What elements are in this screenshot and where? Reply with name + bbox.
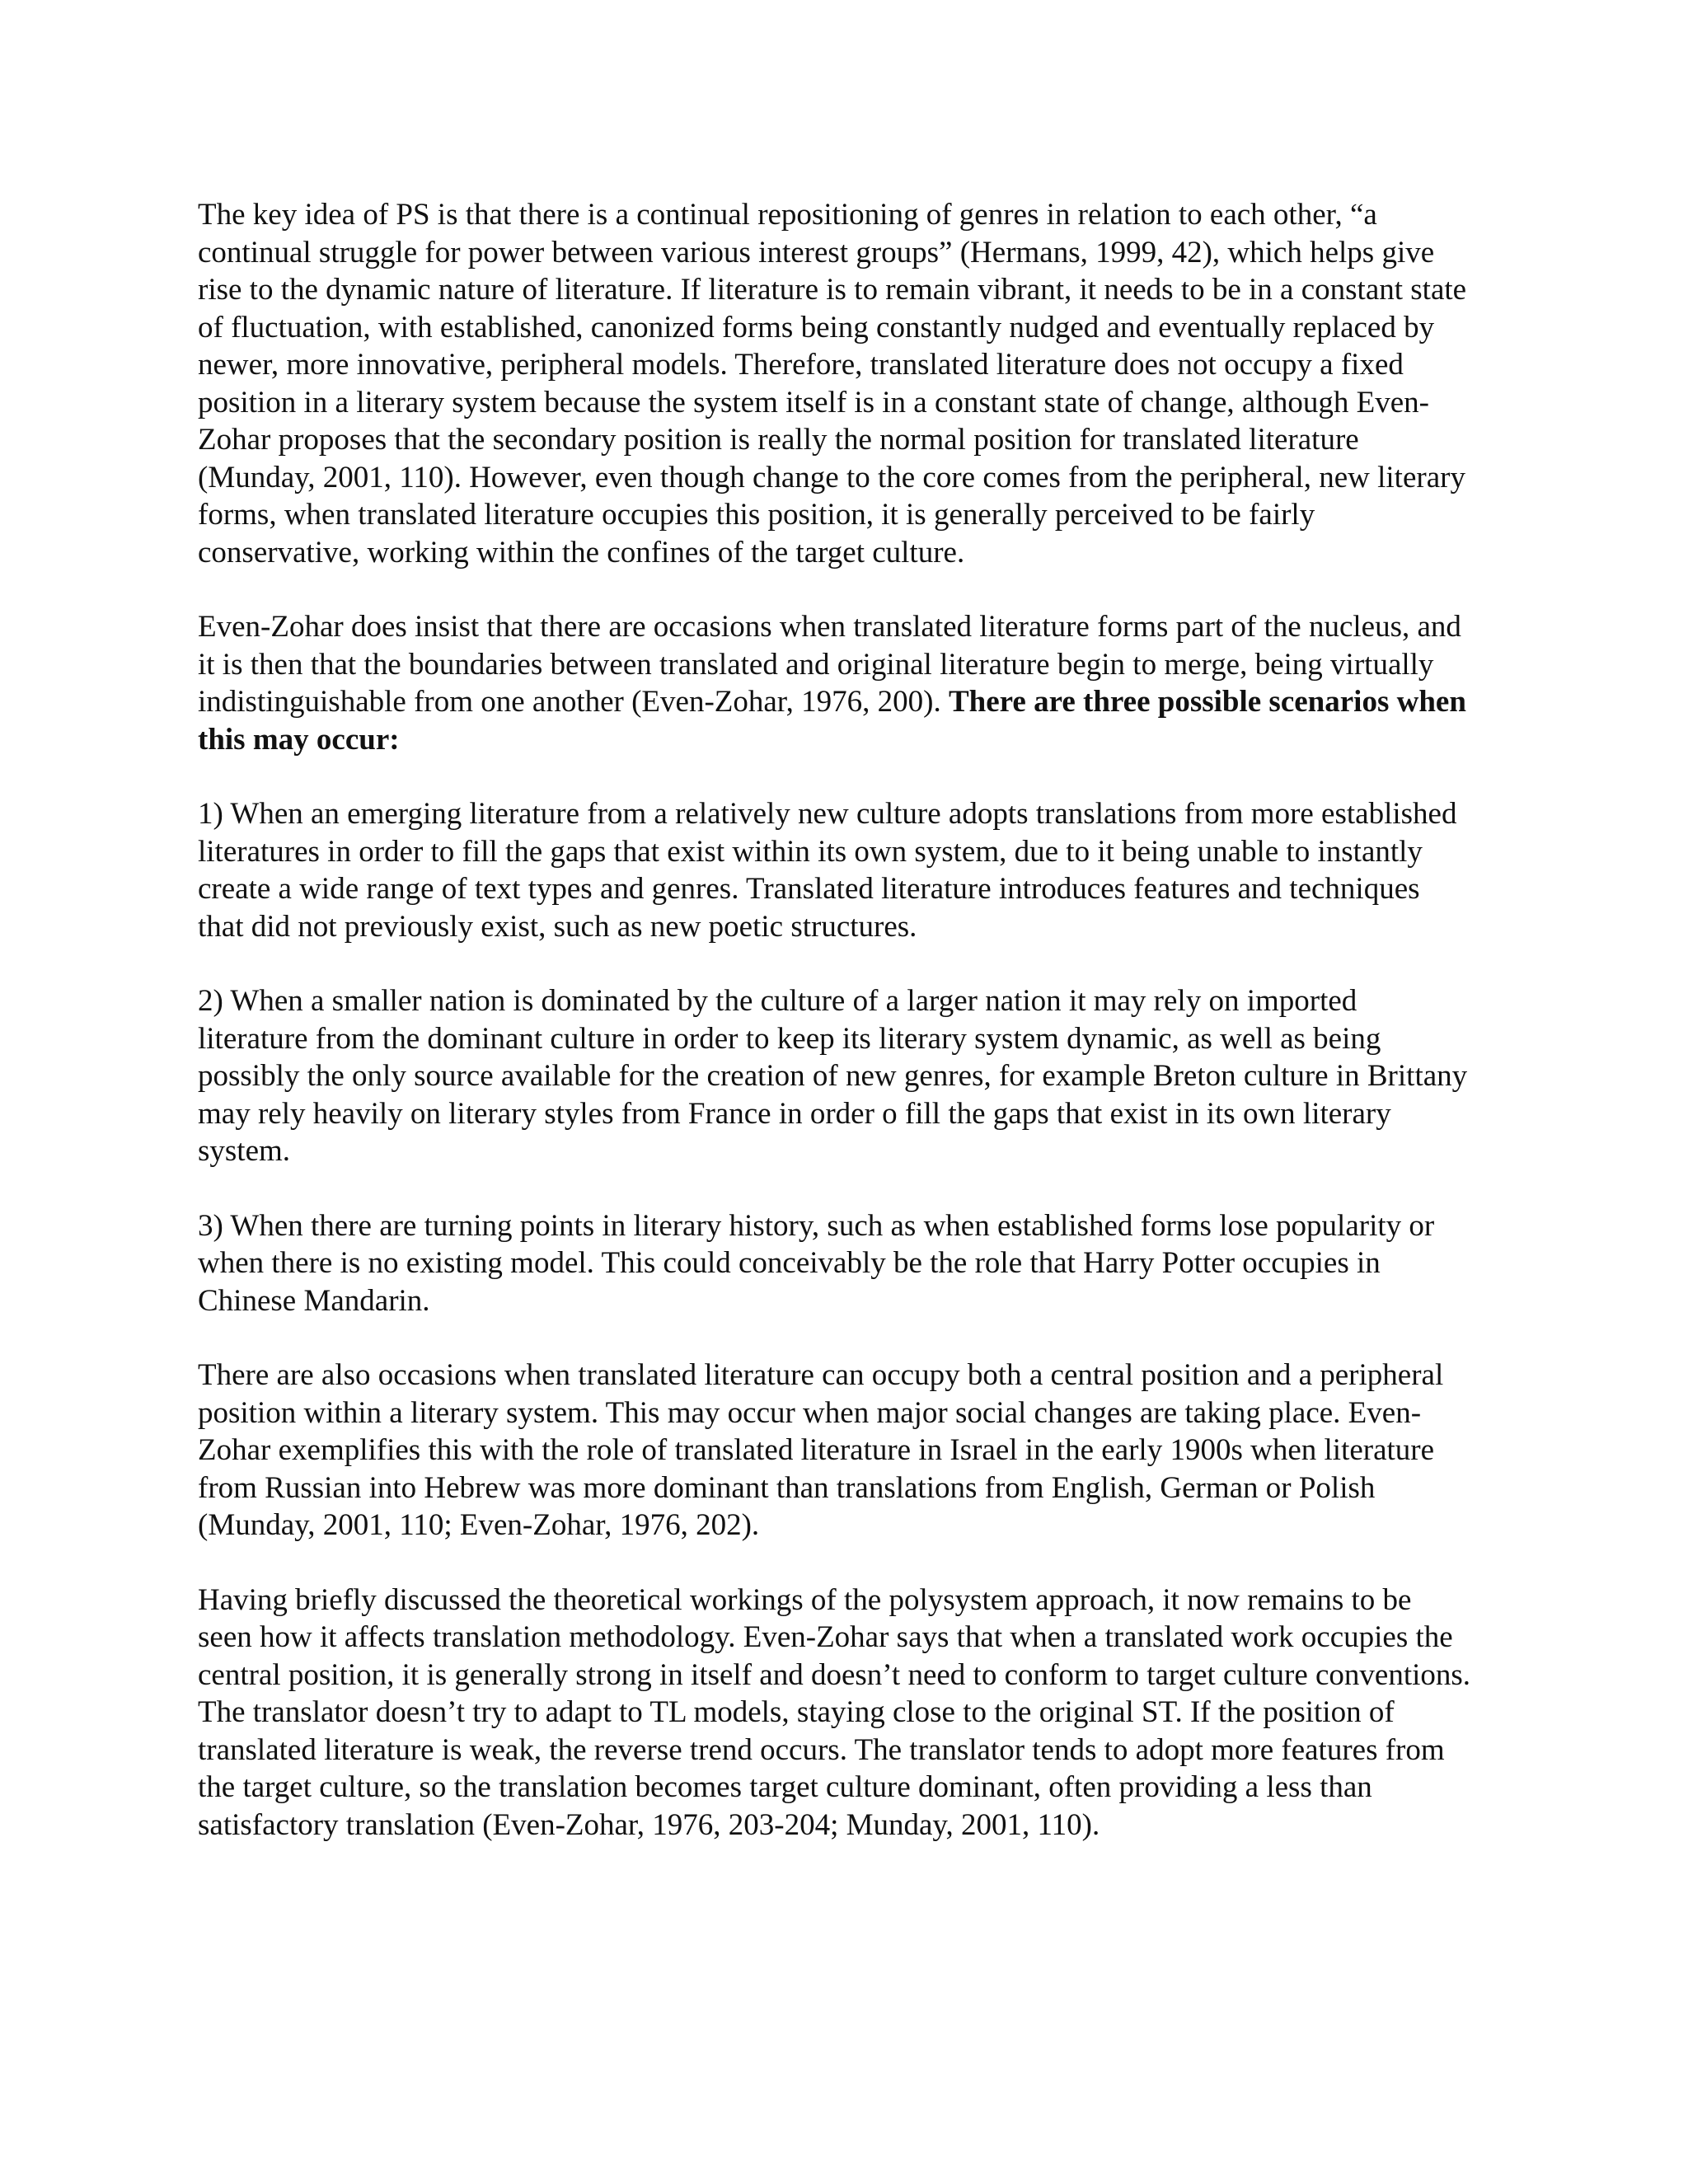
paragraph-text: Even-Zohar does insist that there are occasions when translated literature forms part of the nucleus, and it is then that the boundaries between translated and original literature begin to merge, being virtually indistinguishable from one another (Even-Zohar, 1976, 200). (198, 610, 1461, 719)
paragraph-scenario-3 (198, 1207, 1471, 1320)
body-text (198, 196, 1471, 1881)
paragraph-text: The key idea of PS is that there is a continual repositioning of genres in relation to each other, “a continual struggle for power between various interest groups” (Hermans, 1999, 42), which helps give rise to the dynamic nature of literature. If literature is to remain vibrant, it needs to be in a constant state of fluctuation, with established, canonized forms being constantly nudged and eventually replaced by newer, more innovative, peripheral models. Therefore, translated literature does not occupy a fixed position in a literary system because the system itself is in a constant state of change, although Even-Zohar proposes that the secondary position is really the normal position for translated literature (Munday, 2001, 110). However, even though change to the core comes from the peripheral, new literary forms, when translated literature occupies this position, it is generally perceived to be fairly conservative, working within the confines of the target culture. (198, 198, 1467, 569)
bold-heading-three-scenarios: There are three possible scenarios when this may occur: (198, 685, 1466, 757)
paragraph-translation-methodology (198, 1582, 1471, 1844)
paragraph-central-and-peripheral (198, 1357, 1471, 1544)
paragraph-text: There are also occasions when translated literature can occupy both a central position and a peripheral position within a literary system. This may occur when major social changes are taking place. Even-Zohar exemplifies this with the role of translated literature in Israel in the early 1900s when literature from Russian into Hebrew was more dominant than translations from English, German or Polish (Munday, 2001, 110; Even-Zohar, 1976, 202). (198, 1358, 1444, 1542)
paragraph-scenario-2 (198, 982, 1471, 1170)
paragraph-text: Having briefly discussed the theoretical workings of the polysystem approach, it now remains to be seen how it affects translation methodology. Even-Zohar says that when a translated work occupies the central position, it is generally strong in itself and doesn’t need to conform to target culture conventions. The translator doesn’t try to adapt to TL models, staying close to the original ST. If the position of translated literature is weak, the reverse trend occurs. The translator tends to adopt more features from the target culture, so the translation becomes target culture dominant, often providing a less than satisfactory translation (Even-Zohar, 1976, 203-204; Munday, 2001, 110). (198, 1582, 1471, 1842)
paragraph-text: 2) When a smaller nation is dominated by the culture of a larger nation it may rely on imported literature from the dominant culture in order to keep its literary system dynamic, as well as being possibly the only source available for the creation of new genres, for example Breton culture in Brittany may rely heavily on literary styles from France in order o fill the gaps that exist in its own literary system. (198, 984, 1468, 1168)
paragraph-scenario-1 (198, 795, 1471, 945)
paragraph-polysystem-key-idea (198, 196, 1471, 571)
paragraph-text: 3) When there are turning points in literary history, such as when established forms lose popularity or when there is no existing model. This could conceivably be the role that Harry Potter occupies in Chinese Mandarin. (198, 1208, 1435, 1318)
paragraph-text: 1) When an emerging literature from a relatively new culture adopts translations from more established literatures in order to fill the gaps that exist within its own system, due to it being unable to instantly create a wide range of text types and genres. Translated literature introduces features and techniques that did not previously exist, such as new poetic structures. (198, 797, 1457, 944)
paragraph-translated-literature-nucleus (198, 608, 1471, 758)
